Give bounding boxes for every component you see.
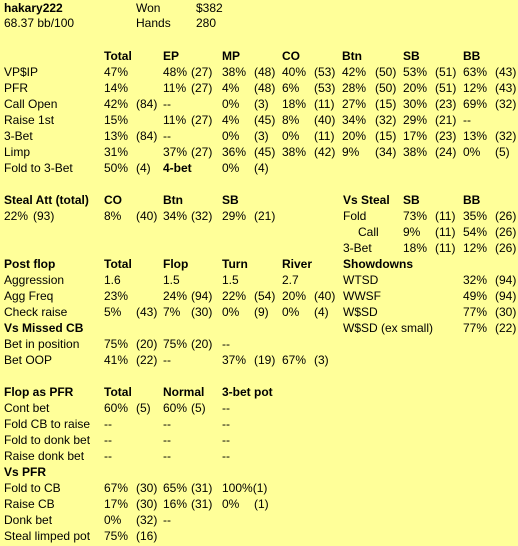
- stat-cell: 34%: [342, 113, 367, 127]
- stat-cell: 12%: [463, 81, 488, 95]
- showdown-row-label: W$SD: [343, 305, 378, 319]
- stat-cell: (26): [495, 241, 517, 255]
- stat-cell: 11%: [163, 113, 187, 127]
- stat-cell: (20): [191, 337, 213, 351]
- stat-cell: 53%: [403, 65, 428, 79]
- stat-cell: 0%: [282, 129, 300, 143]
- stat-cell: (20): [136, 337, 158, 351]
- stat-cell: 9%: [403, 225, 421, 239]
- stat-cell: (43): [495, 65, 517, 79]
- stat-cell: (27): [191, 81, 213, 95]
- stat-cell: 37%: [222, 353, 247, 367]
- stat-cell: 77%: [463, 305, 488, 319]
- stat-cell: --: [163, 129, 171, 143]
- stat-cell: 0%: [222, 161, 240, 175]
- stat-cell: (19): [254, 353, 276, 367]
- stat-cell: (1): [254, 497, 269, 511]
- stat-cell: 16%: [163, 497, 188, 511]
- stat-cell: 8%: [104, 209, 122, 223]
- flop-as-pfr-title: Flop as PFR: [4, 385, 74, 399]
- stat-cell: (30): [136, 481, 158, 495]
- stat-cell: 13%: [104, 129, 129, 143]
- stat-cell: 6%: [282, 81, 300, 95]
- stat-cell: 29%: [222, 209, 247, 223]
- flop-pfr-row-label: Fold CB to raise: [4, 417, 91, 431]
- stat-cell: (16): [136, 529, 158, 543]
- stat-cell: (32): [375, 113, 397, 127]
- stat-cell: (22): [495, 321, 517, 335]
- stat-cell: (26): [495, 209, 517, 223]
- stat-cell: (15): [375, 129, 397, 143]
- postflop-row-label: Agg Freq: [4, 289, 54, 303]
- stat-cell: (45): [254, 145, 276, 159]
- vs-missed-cb-row-label: Bet OOP: [4, 353, 53, 367]
- stat-cell: 20%: [282, 289, 307, 303]
- stat-cell: (11): [314, 97, 335, 111]
- preflop-col-header: Btn: [342, 49, 362, 63]
- stat-cell: (27): [191, 145, 213, 159]
- stat-cell: (11): [435, 241, 456, 255]
- stat-cell: (32): [495, 129, 517, 143]
- stat-cell: (30): [136, 497, 158, 511]
- preflop-row-label: Raise 1st: [4, 113, 55, 127]
- postflop-col-header: Flop: [163, 257, 189, 271]
- stat-cell: 4%: [222, 81, 240, 95]
- vs-pfr-row-label: Steal limped pot: [4, 529, 91, 543]
- stat-cell: 24%: [163, 289, 188, 303]
- steal-col-header: SB: [222, 193, 239, 207]
- stat-cell: (34): [375, 145, 397, 159]
- stat-cell: 38%: [282, 145, 307, 159]
- stat-cell: 60%: [163, 401, 188, 415]
- stat-cell: (53): [314, 81, 336, 95]
- postflop-row-label: Check raise: [4, 305, 68, 319]
- stat-cell: 2.7: [282, 273, 299, 287]
- stat-cell: 20%: [403, 81, 428, 95]
- stat-cell: --: [163, 433, 171, 447]
- vs-steal-row-label: 3-Bet: [343, 241, 372, 255]
- stat-cell: 20%: [342, 129, 367, 143]
- stat-cell: 12%: [463, 241, 488, 255]
- stat-cell: 0%: [222, 129, 240, 143]
- stat-cell: 60%: [104, 401, 129, 415]
- stat-cell: (3): [254, 129, 269, 143]
- stat-cell: 15%: [104, 113, 129, 127]
- stat-cell: (43): [136, 305, 158, 319]
- stat-cell: 13%: [463, 129, 488, 143]
- preflop-row-label: 3-Bet: [4, 129, 33, 143]
- stat-cell: 34%: [163, 209, 188, 223]
- stat-cell: (11): [314, 129, 335, 143]
- stat-cell: 9%: [342, 145, 360, 159]
- stat-cell: (21): [435, 113, 457, 127]
- stat-cell: 8%: [282, 113, 300, 127]
- preflop-col-header: CO: [282, 49, 300, 63]
- stat-cell: (48): [254, 81, 276, 95]
- stat-cell: 69%: [463, 97, 488, 111]
- stat-cell: (9): [254, 305, 269, 319]
- stat-cell: 18%: [282, 97, 307, 111]
- vs-steal-col-header: SB: [403, 193, 420, 207]
- steal-title: Steal Att (total): [4, 193, 89, 207]
- stat-cell: (32): [191, 209, 213, 223]
- stat-cell: (5): [495, 145, 510, 159]
- stat-cell: (40): [314, 289, 336, 303]
- stat-cell: (4): [136, 161, 151, 175]
- stat-cell: (11): [435, 225, 456, 239]
- stat-cell: --: [463, 113, 471, 127]
- stat-cell: 41%: [104, 353, 129, 367]
- preflop-col-header: SB: [403, 49, 420, 63]
- stat-cell: 65%: [163, 481, 188, 495]
- stat-cell: (84): [136, 97, 158, 111]
- stat-cell: (5): [191, 401, 206, 415]
- stat-cell: (51): [435, 65, 457, 79]
- player-name: hakary222: [4, 1, 63, 15]
- stat-cell: 75%: [163, 337, 188, 351]
- showdowns-title: Showdowns: [343, 257, 413, 271]
- winrate-text: 68.37 bb/100: [4, 16, 75, 30]
- steal-col-header: CO: [104, 193, 122, 207]
- stat-cell: 0%: [104, 513, 122, 527]
- stat-cell: 27%: [342, 97, 367, 111]
- stat-cell: 40%: [282, 65, 307, 79]
- stat-cell: (15): [375, 97, 397, 111]
- stat-cell: (50): [375, 65, 397, 79]
- stat-cell: 42%: [104, 97, 129, 111]
- stat-cell: 0%: [222, 305, 240, 319]
- stat-cell: 1.6: [104, 273, 121, 287]
- stat-cell: (40): [136, 209, 158, 223]
- stat-cell: (3): [254, 97, 269, 111]
- stat-cell: (40): [314, 113, 336, 127]
- stat-cell: 75%: [104, 529, 129, 543]
- postflop-col-header: River: [282, 257, 313, 271]
- stat-cell: (50): [375, 81, 397, 95]
- vs-pfr-row-label: Donk bet: [4, 513, 53, 527]
- stat-cell: (32): [495, 97, 517, 111]
- vs-pfr-row-label: Raise CB: [4, 497, 55, 511]
- stat-cell: (94): [495, 273, 517, 287]
- stat-cell: --: [222, 401, 230, 415]
- stat-cell: (4): [254, 161, 269, 175]
- vs-pfr-title: Vs PFR: [4, 465, 47, 479]
- flop-pfr-col-header: Total: [104, 385, 132, 399]
- stat-cell: 77%: [463, 321, 488, 335]
- stat-cell: 36%: [222, 145, 247, 159]
- stat-cell: --: [222, 449, 230, 463]
- vs-missed-cb-row-label: Bet in position: [4, 337, 80, 351]
- preflop-row-label: Call Open: [4, 97, 58, 111]
- stat-cell: (26): [495, 225, 517, 239]
- stat-cell: --: [104, 433, 112, 447]
- stat-cell: (27): [191, 65, 213, 79]
- stat-cell: (43): [495, 81, 517, 95]
- stat-cell: 17%: [403, 129, 428, 143]
- stat-cell: (23): [435, 129, 457, 143]
- stat-cell: (48): [254, 65, 276, 79]
- stat-cell: --: [222, 433, 230, 447]
- stat-cell: 7%: [163, 305, 181, 319]
- postflop-col-header: Total: [104, 257, 132, 271]
- stat-cell: 0%: [282, 305, 300, 319]
- stat-cell: 23%: [104, 289, 129, 303]
- stat-cell: 4%: [222, 113, 240, 127]
- stat-cell: 30%: [403, 97, 428, 111]
- stat-cell: --: [104, 417, 112, 431]
- showdown-row-label: WTSD: [343, 273, 379, 287]
- preflop-row-label: Limp: [4, 145, 31, 159]
- stat-cell: (53): [314, 65, 336, 79]
- stat-cell: --: [163, 97, 171, 111]
- preflop-col-header: BB: [463, 49, 481, 63]
- stat-cell: 0%: [222, 97, 240, 111]
- stat-cell: 14%: [104, 81, 129, 95]
- vs-steal-col-header: BB: [463, 193, 481, 207]
- stat-cell: 32%: [463, 273, 488, 287]
- stat-cell: 50%: [104, 161, 129, 175]
- stat-cell: --: [222, 337, 230, 351]
- stat-cell: 75%: [104, 337, 129, 351]
- hands-label: Hands: [136, 16, 171, 30]
- vs-missed-cb-title: Vs Missed CB: [4, 321, 84, 335]
- stat-cell: --: [222, 417, 230, 431]
- flop-pfr-row-label: Raise donk bet: [4, 449, 85, 463]
- vs-pfr-row-label: Fold to CB: [4, 481, 61, 495]
- stat-cell: 38%: [222, 65, 247, 79]
- stat-cell: 29%: [403, 113, 428, 127]
- stat-cell: 18%: [403, 241, 428, 255]
- stat-cell: 35%: [463, 209, 488, 223]
- steal-col-header: Btn: [163, 193, 183, 207]
- stat-cell: (32): [136, 513, 158, 527]
- preflop-row-label: PFR: [4, 81, 28, 95]
- postflop-col-header: Turn: [222, 257, 248, 271]
- stat-cell: 11%: [163, 81, 187, 95]
- stat-cell: (94): [191, 289, 213, 303]
- stat-cell: (51): [435, 81, 457, 95]
- preflop-row-label: VP$IP: [4, 65, 39, 79]
- stat-cell: --: [163, 353, 171, 367]
- stat-cell: 67%: [282, 353, 307, 367]
- preflop-row-label: Fold to 3-Bet: [4, 161, 73, 175]
- stat-cell: (94): [495, 289, 517, 303]
- stat-cell: (31): [191, 481, 213, 495]
- stat-cell: 31%: [104, 145, 129, 159]
- hands-value: 280: [196, 16, 217, 30]
- stat-cell: --: [163, 417, 171, 431]
- showdown-row-label: W$SD (ex small): [343, 321, 434, 335]
- postflop-title: Post flop: [4, 257, 56, 271]
- stat-cell: (54): [254, 289, 276, 303]
- stat-cell: 1.5: [163, 273, 180, 287]
- stat-cell: (31): [191, 497, 213, 511]
- stat-cell: 5%: [104, 305, 122, 319]
- stat-cell: 48%: [163, 65, 188, 79]
- stat-cell: 17%: [104, 497, 129, 511]
- stat-cell: 54%: [463, 225, 488, 239]
- stat-cell: (4): [314, 305, 329, 319]
- stat-cell: (23): [435, 97, 457, 111]
- stat-cell: 22%: [222, 289, 247, 303]
- vs-steal-title: Vs Steal: [343, 193, 390, 207]
- stat-cell: (21): [254, 209, 276, 223]
- four-bet-label: 4-bet: [163, 161, 192, 175]
- won-label: Won: [136, 1, 161, 15]
- stat-cell: (27): [191, 113, 213, 127]
- won-value: $382: [196, 1, 223, 15]
- postflop-row-label: Aggression: [4, 273, 65, 287]
- vs-steal-row-label: Fold: [343, 209, 367, 223]
- preflop-col-header: MP: [222, 49, 240, 63]
- stat-cell: --: [104, 449, 112, 463]
- stat-cell: --: [163, 449, 171, 463]
- stat-cell: 38%: [403, 145, 428, 159]
- stat-cell: 47%: [104, 65, 129, 79]
- stat-cell: 73%: [403, 209, 428, 223]
- vs-steal-row-label: Call: [358, 225, 379, 239]
- stat-cell: --: [163, 513, 171, 527]
- stat-cell: (84): [136, 129, 158, 143]
- stat-cell: 0%: [463, 145, 481, 159]
- stat-cell: 63%: [463, 65, 488, 79]
- stat-cell: 37%: [163, 145, 188, 159]
- stat-cell: (45): [254, 113, 276, 127]
- stat-cell: (22): [136, 353, 158, 367]
- stat-cell: (42): [314, 145, 336, 159]
- stat-cell: 28%: [342, 81, 367, 95]
- stat-cell: (30): [191, 305, 213, 319]
- showdown-row-label: WWSF: [343, 289, 381, 303]
- flop-pfr-col-header: Normal: [163, 385, 205, 399]
- flop-pfr-col-header: 3-bet pot: [222, 385, 273, 399]
- stat-cell: (24): [435, 145, 457, 159]
- stat-cell: 22%: [4, 209, 29, 223]
- stat-cell: 0%: [222, 497, 240, 511]
- stat-cell: 67%: [104, 481, 129, 495]
- preflop-col-header: Total: [104, 49, 132, 63]
- flop-pfr-row-label: Fold to donk bet: [4, 433, 91, 447]
- stat-cell: (3): [314, 353, 329, 367]
- stat-cell: (30): [495, 305, 517, 319]
- preflop-col-header: EP: [163, 49, 180, 63]
- stat-cell: 49%: [463, 289, 488, 303]
- stat-cell: (93): [33, 209, 55, 223]
- stat-cell: 100%(1): [222, 481, 268, 495]
- flop-pfr-row-label: Cont bet: [4, 401, 50, 415]
- stat-cell: 1.5: [222, 273, 239, 287]
- stat-cell: 42%: [342, 65, 367, 79]
- stat-cell: (5): [136, 401, 151, 415]
- stat-cell: (11): [435, 209, 456, 223]
